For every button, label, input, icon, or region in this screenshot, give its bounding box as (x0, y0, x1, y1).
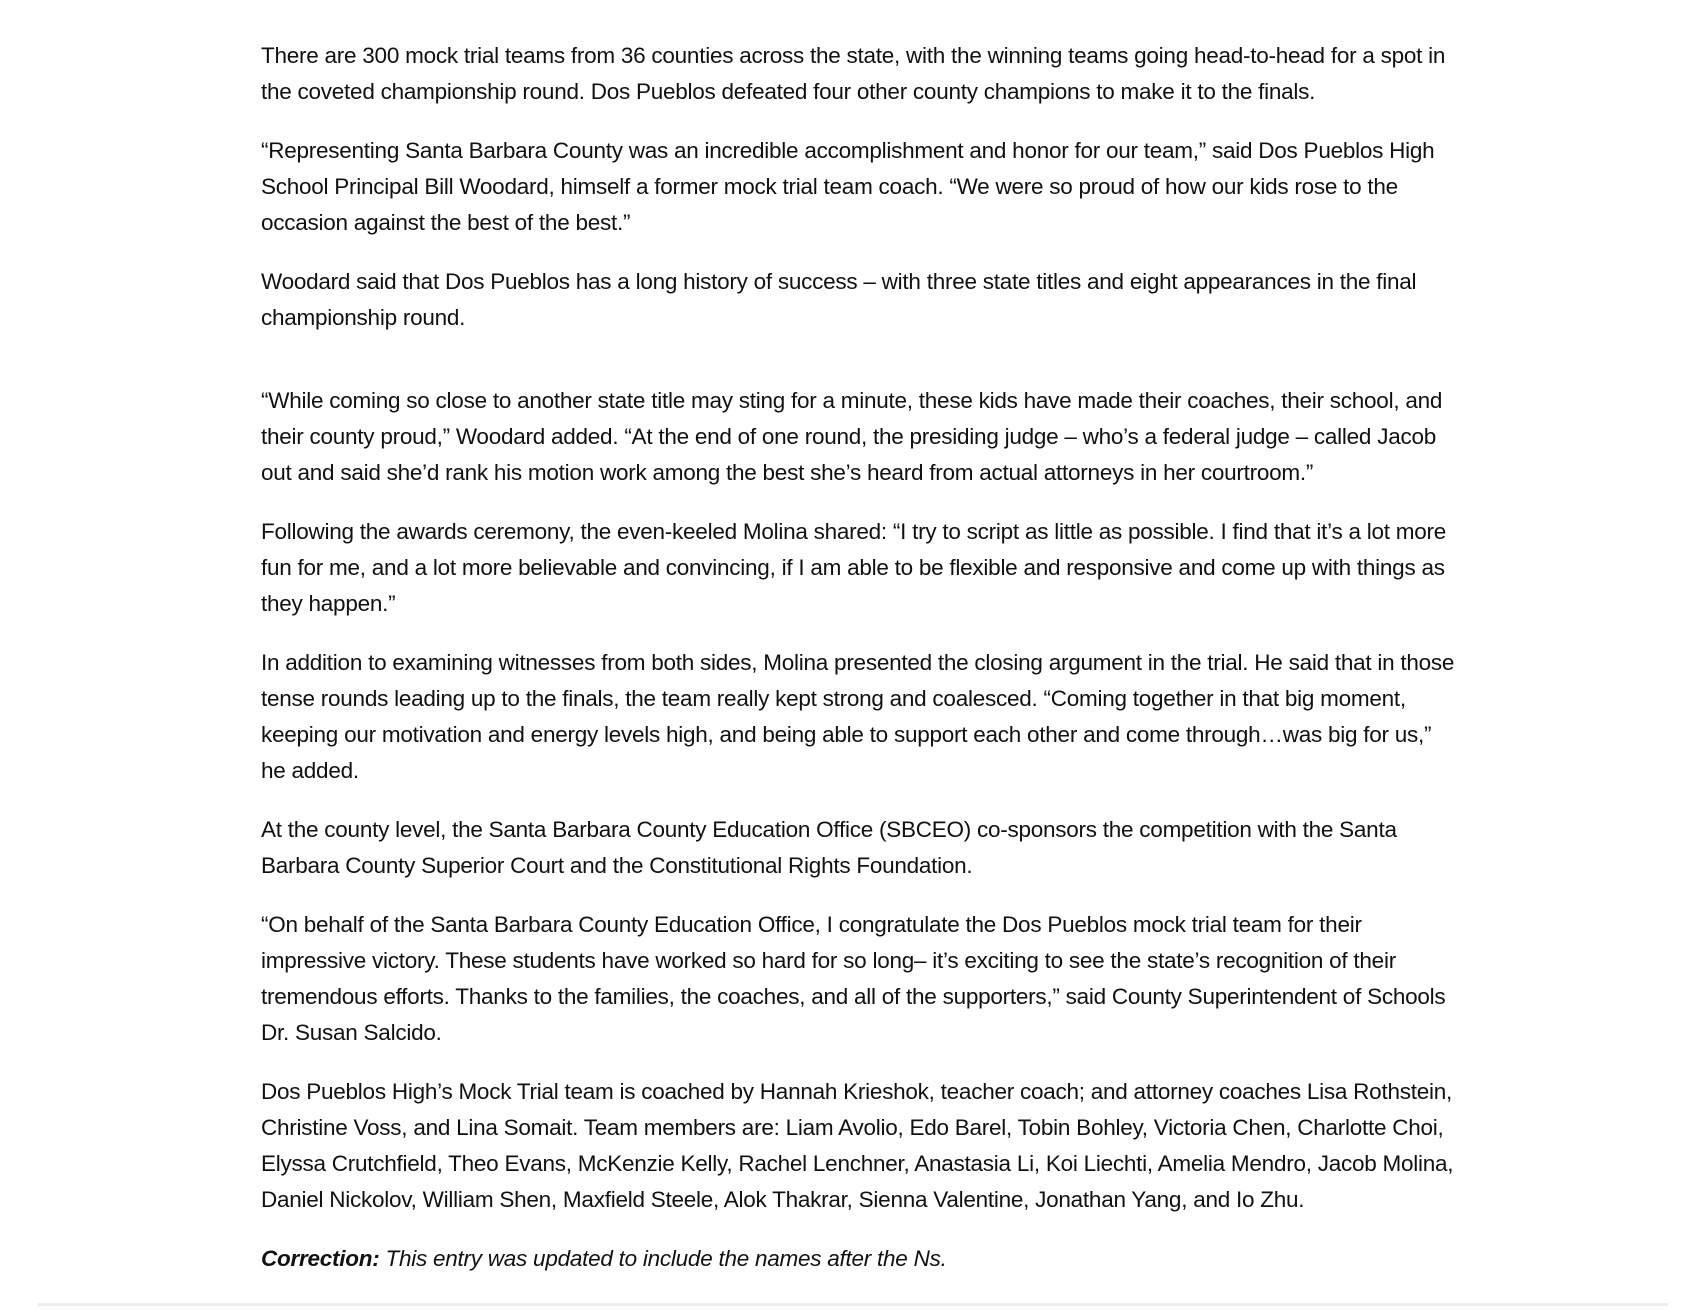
article-body (261, 38, 1461, 1277)
article-paragraph: Woodard said that Dos Pueblos has a long history of success – with three state titles and eight appearances in the final championship round. (261, 269, 1417, 330)
article-paragraph: There are 300 mock trial teams from 36 counties across the state, with the winning teams going head-to-head for a spot in the coveted championship round. Dos Pueblos defeated four other county champions to make it to the finals. (261, 43, 1446, 104)
article-paragraph: “Representing Santa Barbara County was an incredible accomplishment and honor for our team,” said Dos Pueblos High School Principal Bill Woodard, himself a former mock trial team coach. “We were so proud of how our kids rose to the occasion against the best of the best.” (261, 138, 1435, 235)
article-paragraph: “While coming so close to another state title may sting for a minute, these kids have made their coaches, their school, and their county proud,” Woodard added. “At the end of one round, the presiding judge – who’s a federal judge – called Jacob out and said she’d rank his motion work among the best she’s heard from actual attorneys in her courtroom.” (261, 388, 1443, 485)
correction-label: Correction: (261, 1246, 380, 1271)
page-divider (38, 1303, 1668, 1306)
article-paragraph: Dos Pueblos High’s Mock Trial team is coached by Hannah Krieshok, teacher coach; and attorney coaches Lisa Rothstein, Christine Voss, and Lina Somait. Team members are: Liam Avolio, Edo Barel, Tobin Bohley, Victoria Chen, Charlotte Choi, Elyssa Crutchfield, Theo Evans, McKenzie Kelly, Rachel Lenchner, Anastasia Li, Koi Liechti, Amelia Mendro, Jacob Molina, Daniel Nickolov, William Shen, Maxfield Steele, Alok Thakrar, Sienna Valentine, Jonathan Yang, and Io Zhu. (261, 1079, 1454, 1212)
correction-text: This entry was updated to include the names after the Ns. (379, 1246, 947, 1271)
correction-note (261, 1241, 1461, 1277)
article-paragraph: Following the awards ceremony, the even-keeled Molina shared: “I try to script as little as possible. I find that it’s a lot more fun for me, and a lot more believable and convincing, if I am able to be flexible and responsive and come up with things as they happen.” (261, 519, 1446, 616)
article-paragraph: In addition to examining witnesses from both sides, Molina presented the closing argument in the trial. He said that in those tense rounds leading up to the finals, the team really kept strong and coalesced. “Coming together in that big moment, keeping our motivation and energy levels high, and being able to support each other and come through…was big for us,” he added. (261, 650, 1455, 783)
article-paragraph: “On behalf of the Santa Barbara County Education Office, I congratulate the Dos Pueblos mock trial team for their impressive victory. These students have worked so hard for so long– it’s exciting to see the state’s recognition of their tremendous efforts. Thanks to the families, the coaches, and all of the supporters,” said County Superintendent of Schools Dr. Susan Salcido. (261, 912, 1446, 1045)
article-paragraph: At the county level, the Santa Barbara County Education Office (SBCEO) co-sponsors the competition with the Santa Barbara County Superior Court and the Constitutional Rights Foundation. (261, 817, 1397, 878)
